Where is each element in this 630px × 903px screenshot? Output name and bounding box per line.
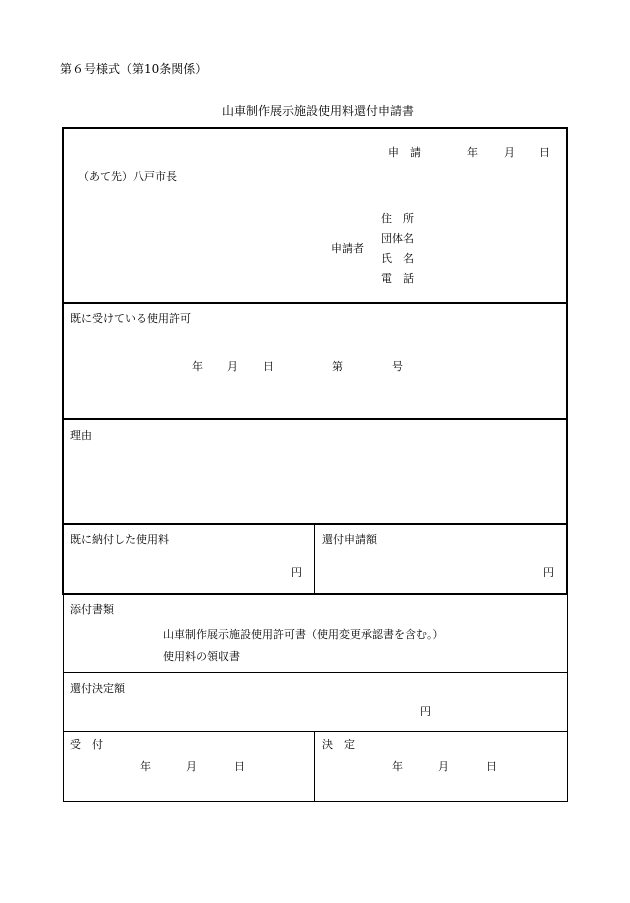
decision-month-label: 月 <box>438 760 449 773</box>
applicant-section <box>62 127 568 304</box>
attachment-item: 使用料の領収書 <box>163 650 240 663</box>
receipt-month-label: 月 <box>186 760 197 773</box>
apply-year-label: 年 <box>467 146 478 159</box>
name-label: 氏 名 <box>381 252 414 265</box>
attachments-label: 添付書類 <box>70 603 114 616</box>
permit-year-label: 年 <box>192 360 203 373</box>
fee-divider <box>314 524 315 594</box>
attachment-item: 山車制作展示施設使用許可書（使用変更承認書を含む。） <box>163 628 444 641</box>
reason-label: 理由 <box>70 429 92 442</box>
receipt-day-label: 日 <box>234 760 245 773</box>
refund-decision-unit: 円 <box>420 705 431 718</box>
receipt-divider <box>314 731 315 801</box>
address-label: 住 所 <box>381 212 414 225</box>
receipt-year-label: 年 <box>140 760 151 773</box>
permit-number-suffix: 号 <box>392 360 403 373</box>
form-number: 第６号様式（第10条関係） <box>60 62 208 76</box>
refund-decision-label: 還付決定額 <box>70 682 125 695</box>
apply-label: 申 請 <box>388 146 421 159</box>
paid-fee-label: 既に納付した使用料 <box>70 533 169 546</box>
form-title: 山車制作展示施設使用料還付申請書 <box>222 104 415 118</box>
refund-request-label: 還付申請額 <box>322 533 377 546</box>
attachments-bottom-line <box>63 672 568 673</box>
apply-day-label: 日 <box>539 146 550 159</box>
addressee: （あて先）八戸市長 <box>78 170 177 183</box>
refund-request-unit: 円 <box>543 566 554 579</box>
decision-top-line <box>63 731 568 732</box>
reason-section <box>62 418 568 525</box>
decision-label: 決 定 <box>322 738 355 751</box>
permit-number-prefix: 第 <box>332 360 343 373</box>
receipt-label: 受 付 <box>70 738 103 751</box>
apply-month-label: 月 <box>504 146 515 159</box>
decision-year-label: 年 <box>392 760 403 773</box>
group-label: 団体名 <box>381 232 414 245</box>
applicant-label: 申請者 <box>331 242 364 255</box>
phone-label: 電 話 <box>381 272 414 285</box>
permit-month-label: 月 <box>227 360 238 373</box>
paid-fee-unit: 円 <box>291 566 302 579</box>
decision-day-label: 日 <box>486 760 497 773</box>
permit-day-label: 日 <box>263 360 274 373</box>
permit-label: 既に受けている使用許可 <box>70 312 191 325</box>
